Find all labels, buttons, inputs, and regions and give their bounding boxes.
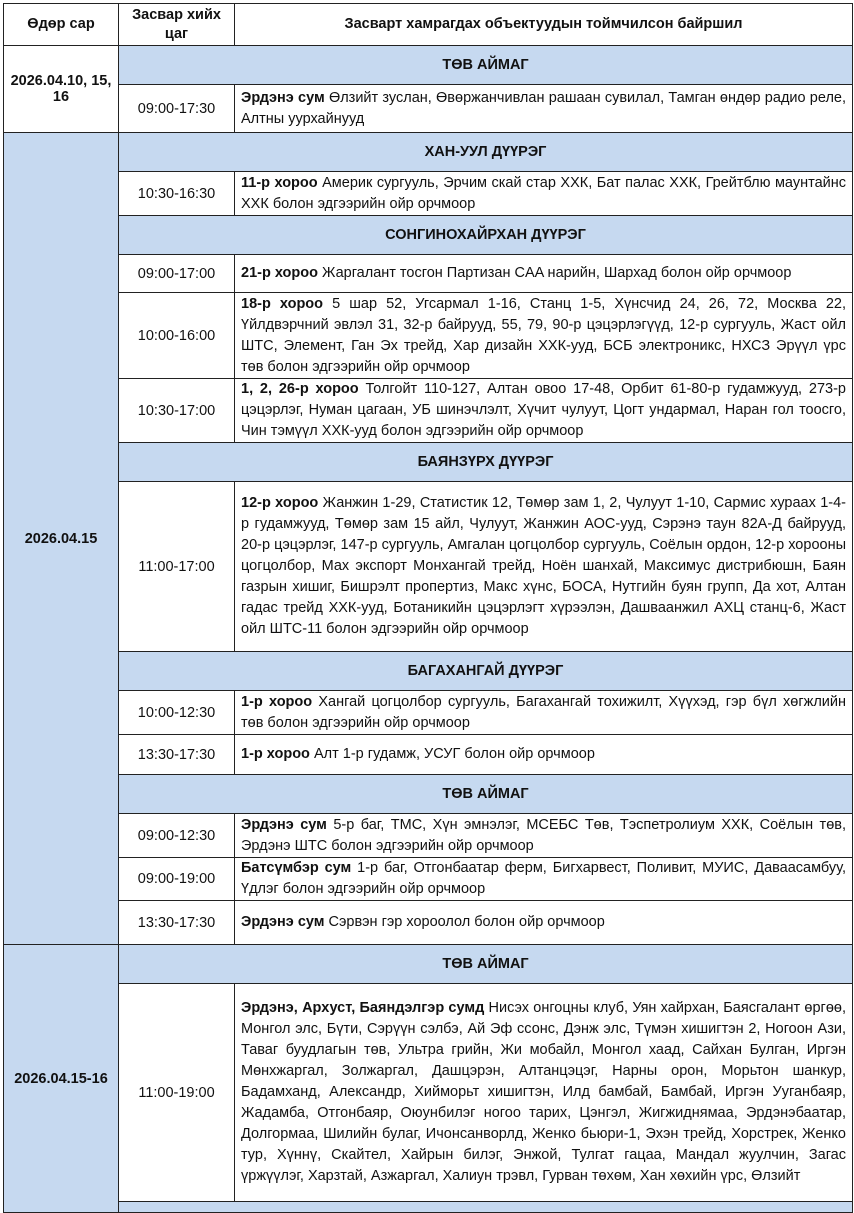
- place-name: 18-р хороо: [241, 295, 324, 312]
- place-name: 1, 2, 26-р хороо: [241, 381, 359, 397]
- location-cell: [235, 255, 853, 293]
- schedule-row: [4, 255, 853, 293]
- location-cell: [235, 735, 853, 775]
- header-time: Засвар хийх цаг: [119, 4, 235, 46]
- time-cell: 09:00-17:00: [119, 255, 235, 293]
- location-cell: [235, 482, 853, 652]
- location-cell: [235, 984, 853, 1202]
- location-cell: [235, 379, 853, 443]
- schedule-row: [4, 691, 853, 735]
- time-cell: 10:00-12:30: [119, 691, 235, 735]
- place-name: 12-р хороо: [241, 495, 319, 511]
- location-detail: Өлзийт зуслан, Өвөржанчивлан рашаан сувилал, Тамган өндөр радио реле, Алтны уурхайнууд: [241, 89, 847, 127]
- location-detail: Сэрвэн гэр хороолол болон ойр орчмоор: [324, 914, 605, 930]
- location-detail: Нисэх онгоцны клуб, Уян хайрхан, Баясгалант өргөө, Монгол элс, Бүти, Сэрүүн сэлбэ, Ай Эф ссонс, Дэнж элс, Түмэн хишигтэн 2, Ногоон Ази, Таваг буудлагын төв, Ультра грийн, Жи мобайл, Монгол хаад, Сайхан Булган, Иргэн Мөнхжаргал, Золжаргал, Дашцэрэн, Алтанцэцэг, Нарны орон, Морьтон шанкур, Бадамханд, Александр, Хийморьт хишигтэн, Илд бамбай, Бамбай, Иргэн Ууганбаяр, Жадамба, Отгонбаяр, Оюунбилэг ногоо тарих, Цэнгэл, Жигжиднямаа, Эрдэнэбаатар, Долгормаа, Шилийн булаг, Ичонсанворлд, Женко бьюри-1, Эхэн трейд, Хорстрек, Женко тур, Хүннү, Скайтел, Хайрын билэг, Энжой, Тулгат гацаа, Мандал жуулчин, Загас үржүүлэг, Харзтай, Азжаргал, Халиун трэвл, Гурван төхөм, Хан хөхийн үрс, Өлзийт: [241, 1000, 846, 1184]
- region-row: [4, 945, 853, 984]
- region-title: ТӨВ АЙМАГ: [119, 46, 853, 85]
- time-cell: 09:00-17:30: [119, 85, 235, 133]
- location-cell: [235, 293, 853, 379]
- region-title: ТӨВ АЙМАГ: [119, 775, 853, 814]
- location-detail: 5 шар 52, Угсармал 1-16, Станц 1-5, Хүнсчид 24, 26, 72, Москва 22, Үйлдвэрчний эвлэл 31, 32-р байрууд, 55, 79, 90-р цэцэрлэгүүд, 12-р сургууль, Жаст ойл ШТС, Элемент, Ган Эх трейд, Хар дизайн ХХК-ууд, БСБ электроникс, НХСЗ Эрүүл үрс төв болон эдгээрийн ойр орчмоор: [241, 295, 846, 375]
- place-name: 11-р хороо: [241, 174, 318, 191]
- time-cell: 10:00-16:00: [119, 293, 235, 379]
- location-cell: [235, 85, 853, 133]
- location-cell: [235, 814, 853, 858]
- header-date: Өдөр сар: [4, 4, 119, 46]
- header-location: Засварт хамрагдах объектуудын тоймчилсон байршил: [235, 4, 853, 46]
- place-name: 21-р хороо: [241, 265, 318, 281]
- region-row: [4, 216, 853, 255]
- region-title: БАГАХАНГАЙ ДҮҮРЭГ: [119, 652, 853, 691]
- schedule-row: [4, 482, 853, 652]
- region-title: ХАН-УУЛ ДҮҮРЭГ: [119, 133, 853, 172]
- time-cell: 11:00-19:00: [119, 984, 235, 1202]
- time-cell: 09:00-19:00: [119, 858, 235, 901]
- location-detail: Америк сургууль, Эрчим скай стар ХХК, Бат палас ХХК, Грейтблю маунтайнс ХХК болон эдгээрийн ойр орчмоор: [241, 174, 846, 212]
- schedule-row: [4, 735, 853, 775]
- location-detail: Жаргалант тосгон Партизан СAA нарийн, Шархад болон ойр орчмоор: [317, 265, 792, 281]
- region-row: [4, 46, 853, 85]
- region-title: СОНГИНОХАЙРХАН ДҮҮРЭГ: [119, 216, 853, 255]
- location-cell: [235, 691, 853, 735]
- time-cell: 13:30-17:30: [119, 735, 235, 775]
- location-detail: Жанжин 1-29, Статистик 12, Төмөр зам 1, 2, Чулуут 1-10, Сармис хураах 1-4-р гудамжууд, Төмөр зам 15 айл, Чулуут, Жанжин АОС-ууд, Сэрэнэ таун 82А-Д байрууд, 20-р цэцэрлэг, 147-р сургууль, Амгалан цогцолбор сургууль, Соёлын ордон, 12-р хорооны цогцолбор, Мах экспорт Монхангай трейд, Ноён шанхай, Максимус дистрибюшн, Баян газрын хишиг, Бишрэлт пропертиз, Макс хүнс, БОСА, Нутгийн буян групп, Да хот, Алтан гадас трейд ХХК-ууд, Ботаникийн цэцэрлэгт хүрээлэн, Дашваанжил АХЦ станц-6, Жаст ойл ШТС-11 болон эдгээрийн ойр орчмоор: [241, 495, 846, 637]
- location-cell: [235, 901, 853, 945]
- place-name: 1-р хороо: [241, 746, 310, 762]
- location-cell: [235, 858, 853, 901]
- schedule-row: [4, 984, 853, 1202]
- schedule-row: [4, 172, 853, 216]
- location-detail: Хангай цогцолбор сургууль, Багахангай тохижилт, Хүүхэд, гэр бүл хөгжлийн төв болон эдгээрийн ойр орчмоор: [241, 693, 846, 731]
- date-cell: 2026.04.15: [4, 133, 119, 945]
- place-name: Эрдэнэ сум: [241, 89, 325, 106]
- region-row: [4, 652, 853, 691]
- region-title: ТӨВ АЙМАГ: [119, 945, 853, 984]
- continuation-row: [4, 1202, 853, 1213]
- location-detail: 5-р баг, ТМС, Хүн эмнэлэг, МСЕБС Төв, Тэспетролиум ХХК, Соёлын төв, Эрдэнэ ШТС болон эдгээрийн ойр орчмоор: [241, 816, 846, 854]
- time-cell: 09:00-12:30: [119, 814, 235, 858]
- schedule-row: [4, 858, 853, 901]
- schedule-body: [4, 46, 853, 1213]
- region-row: [4, 133, 853, 172]
- location-detail: Толгойт 110-127, Алтан овоо 17-48, Орбит 61-80-р гудамжууд, 273-р цэцэрлэг, Нуман цагаан, УБ шинэчлэлт, Хүчит чулуут, Цогт ундармал, Наран гол тоосго, Чин тэмүүл ХХК-ууд болон эдгээрийн ойр орчмоор: [241, 381, 846, 439]
- time-cell: 11:00-17:00: [119, 482, 235, 652]
- region-row: [4, 443, 853, 482]
- date-cell: 2026.04.15-16: [4, 945, 119, 1213]
- place-name: Эрдэнэ сум: [241, 816, 327, 833]
- place-name: Батсүмбэр сум: [241, 860, 352, 876]
- schedule-row: [4, 85, 853, 133]
- place-name: Эрдэнэ, Архуст, Баяндэлгэр сумд: [241, 1000, 485, 1016]
- location-detail: 1-р баг, Отгонбаатар ферм, Бигхарвест, Поливит, МУИС, Даваасамбуу, Үдлэг болон эдгээрийн ойр орчмоор: [241, 860, 846, 897]
- place-name: 1-р хороо: [241, 693, 313, 710]
- place-name: Эрдэнэ сум: [241, 914, 325, 930]
- date-cell: 2026.04.10, 15, 16: [4, 46, 119, 133]
- schedule-table: [3, 3, 853, 1213]
- schedule-row: [4, 293, 853, 379]
- location-cell: [235, 172, 853, 216]
- region-title: БАЯНЗҮРХ ДҮҮРЭГ: [119, 443, 853, 482]
- time-cell: 13:30-17:30: [119, 901, 235, 945]
- location-detail: Алт 1-р гудамж, УСУГ болон ойр орчмоор: [309, 746, 595, 762]
- region-row: [4, 775, 853, 814]
- schedule-row: [4, 901, 853, 945]
- schedule-row: [4, 379, 853, 443]
- time-cell: 10:30-17:00: [119, 379, 235, 443]
- time-cell: 10:30-16:30: [119, 172, 235, 216]
- header-row: [4, 4, 853, 46]
- continuation-cell: [119, 1202, 853, 1213]
- schedule-row: [4, 814, 853, 858]
